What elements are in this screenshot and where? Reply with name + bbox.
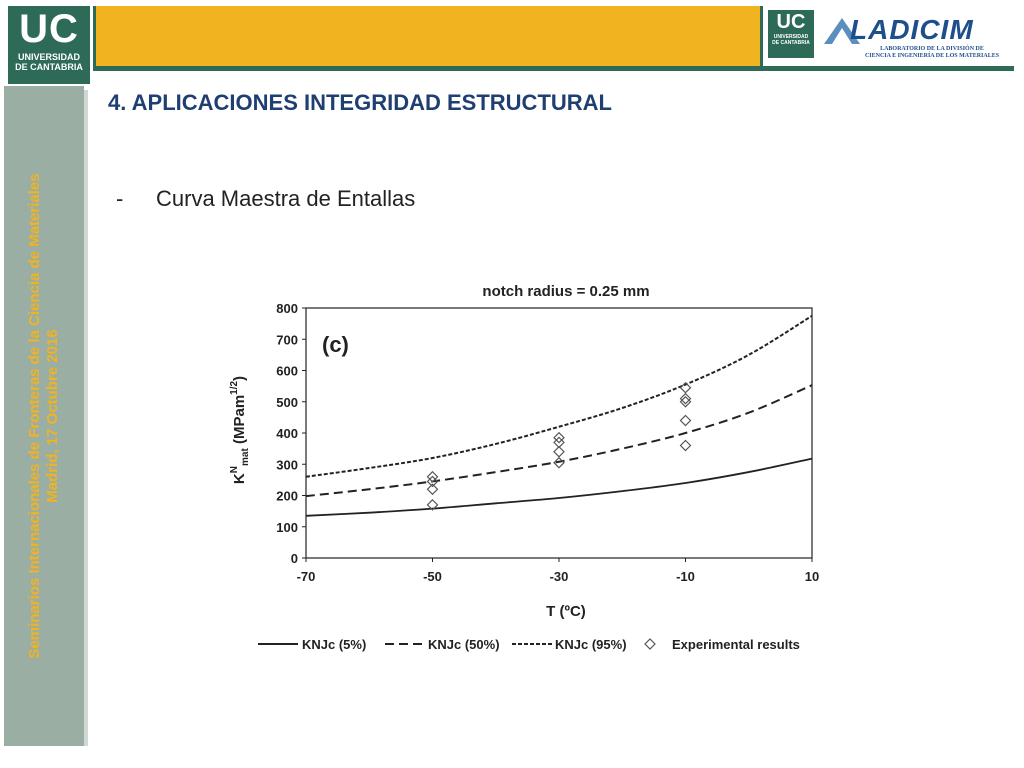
bullet-dash: -: [116, 186, 124, 211]
sidebar-shadow: [84, 90, 88, 746]
y-tick-label: 600: [276, 363, 298, 379]
y-axis-label-units: (MPam: [231, 394, 248, 449]
chart-title: notch radius = 0.25 mm: [482, 283, 650, 300]
x-tick-label: -10: [676, 569, 695, 584]
sidebar-caption-line1: Seminarios Internacionales de Fronteras de la Ciencia de Materiales: [26, 173, 43, 659]
ladicim-subtitle-line1: LABORATORIO DE LA DIVISIÓN DE: [880, 46, 984, 52]
y-tick-label: 300: [276, 457, 298, 473]
legend-label-1: KNJc (5%): [302, 637, 367, 652]
sidebar-caption-line2: Madrid, 17 Octubre 2016: [44, 329, 61, 503]
uc-logo-letters: UC: [19, 7, 79, 51]
experimental-point: [681, 397, 691, 407]
series-line-2: [306, 385, 812, 496]
uc-logo-line2: DE CANTABRIA: [15, 62, 83, 72]
y-tick-label: 200: [276, 488, 298, 504]
experimental-point: [681, 416, 691, 426]
y-axis-label-exp: 1/2: [229, 380, 240, 395]
legend-label-2: KNJc (50%): [428, 637, 500, 652]
plot-area: [276, 301, 819, 584]
header-divider: [93, 6, 96, 71]
sidebar-caption: [26, 96, 62, 736]
y-tick-label: 800: [276, 301, 298, 316]
uc-small-logo-line2: DE CANTABRIA: [772, 40, 810, 46]
uc-logo-line1: UNIVERSIDAD: [17, 52, 80, 62]
page-title: 4. APLICACIONES INTEGRIDAD ESTRUCTURAL: [108, 90, 612, 115]
y-axis-label-sub: mat: [240, 448, 251, 466]
legend-label-experimental: Experimental results: [672, 637, 800, 652]
legend-label-3: KNJc (95%): [555, 637, 627, 652]
ladicim-subtitle: [862, 46, 1002, 60]
uc-small-logo-line1: UNIVERSIDAD: [773, 34, 809, 40]
y-tick-label: 700: [276, 332, 298, 348]
legend: [258, 637, 800, 652]
uc-small-logo: [768, 10, 814, 58]
uc-small-logo-letters: UC: [776, 11, 806, 33]
panel-label: (c): [322, 332, 349, 357]
y-axis-label-sup: N: [229, 465, 240, 474]
x-tick-label: 10: [804, 569, 820, 584]
y-tick-label: 100: [276, 519, 298, 535]
experimental-point: [681, 394, 691, 404]
legend-swatch-experimental: [645, 639, 655, 649]
y-axis-label-k: K: [231, 473, 248, 485]
experimental-point: [681, 441, 691, 451]
y-axis-label: [229, 376, 251, 484]
x-axis-label: T (ºC): [546, 603, 586, 620]
ladicim-subtitle-line2: CIENCIA E INGENIERÍA DE LOS MATERIALES: [864, 53, 1000, 59]
uc-logo: [8, 6, 90, 84]
ladicim-logo: [822, 12, 1002, 60]
svg-text:KNmat (MPam1/2): [229, 376, 251, 484]
y-axis-label-close: ): [231, 375, 248, 381]
y-tick-label: 0: [290, 551, 298, 566]
chart: [220, 270, 840, 670]
x-tick-label: -50: [423, 569, 442, 584]
y-tick-label: 500: [276, 394, 298, 410]
header-underline: [93, 66, 1014, 71]
experimental-point: [554, 447, 564, 457]
series-line-3: [306, 316, 812, 477]
y-tick-label: 400: [276, 426, 298, 441]
bullet-text: Curva Maestra de Entallas: [156, 186, 416, 211]
x-tick-label: -30: [549, 569, 569, 584]
bullet-item: [116, 186, 415, 212]
ladicim-title: LADICIM: [850, 14, 974, 45]
x-tick-label: -70: [296, 569, 316, 584]
